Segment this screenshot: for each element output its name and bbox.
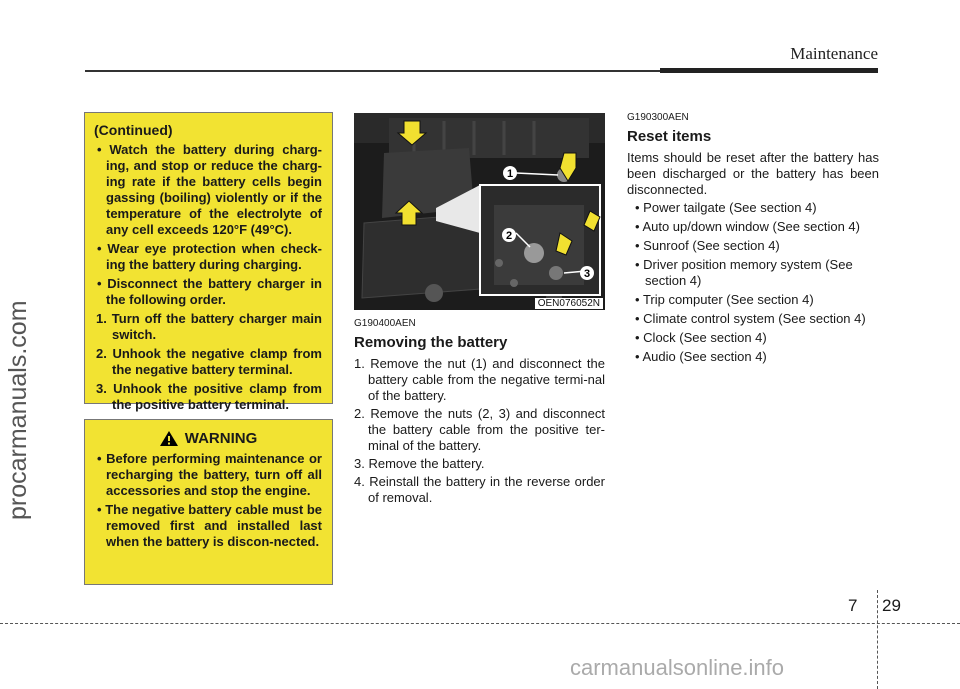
- page-number: 29: [882, 596, 901, 615]
- reset-item: • Climate control system (See section 4): [635, 311, 866, 326]
- callout-1: 1: [506, 168, 514, 180]
- reset-section: [627, 110, 879, 368]
- removing-step: 2. Remove the nuts (2, 3) and disconnect the battery cable from the positive ter-minal of the battery.: [354, 406, 605, 453]
- continued-title: (Continued): [94, 122, 173, 138]
- header-rule-accent: [660, 68, 878, 73]
- reset-title: Reset items: [627, 128, 712, 145]
- photo-caption: OEN076052N: [535, 298, 603, 309]
- removing-title: Removing the battery: [354, 334, 508, 351]
- section-title: Maintenance: [790, 44, 878, 63]
- warning-triangle-icon: [159, 430, 179, 447]
- warning-bullet: • The negative battery cable must be removed first and installed last when the battery is discon-nected.: [97, 502, 322, 549]
- bottom-watermark: carmanualsonline.info: [570, 655, 785, 680]
- reset-item: • Power tailgate (See section 4): [635, 200, 817, 215]
- continued-step: 3. Unhook the positive clamp from the positive battery terminal.: [96, 381, 322, 412]
- side-watermark: procarmanuals.com: [4, 300, 32, 520]
- continued-bullet: • Wear eye protection when check-ing the battery during charging.: [97, 241, 322, 272]
- chapter-number: 7: [848, 596, 858, 615]
- footer-rule: [0, 623, 960, 624]
- continued-bullet: • Watch the battery during charg-ing, and stop or reduce the charg-ing rate if the battery cells begin gassing (boiling) violently or if the temperature of the electrolyte of any cell exceeds 120°F (49°C).: [97, 142, 322, 237]
- warning-bullet: • Before performing maintenance or recharging the battery, turn off all accessories and stop the engine.: [97, 451, 322, 498]
- continued-caution-box: [84, 112, 333, 412]
- reset-item: • Auto up/down window (See section 4): [635, 219, 860, 234]
- removing-step: 3. Remove the battery.: [354, 456, 485, 471]
- reset-item: • Clock (See section 4): [635, 330, 767, 345]
- removing-step: 1. Remove the nut (1) and disconnect the battery cable from the negative termi-nal of the battery.: [354, 356, 605, 403]
- reset-item: • Trip computer (See section 4): [635, 292, 814, 307]
- footer-divider: [877, 590, 878, 689]
- battery-illustration: [354, 113, 605, 310]
- callout-2: 2: [505, 230, 513, 242]
- section-code: G190400AEN: [354, 318, 416, 329]
- warning-header: [94, 430, 322, 447]
- continued-step: 2. Unhook the negative clamp from the negative battery terminal.: [96, 346, 322, 377]
- warning-box: [84, 419, 333, 585]
- reset-item: • Audio (See section 4): [635, 349, 767, 364]
- section-code: G190300AEN: [627, 112, 689, 123]
- removing-section: [354, 316, 605, 508]
- reset-item: • Sunroof (See section 4): [635, 238, 780, 253]
- continued-step: 1. Turn off the battery charger main switch.: [96, 311, 322, 342]
- battery-photo: [354, 113, 605, 310]
- removing-step: 4. Reinstall the battery in the reverse order of removal.: [354, 474, 605, 505]
- reset-item: • Driver position memory system (See section 4): [635, 257, 853, 288]
- reset-intro: Items should be reset after the battery has been discharged or the battery has been disconnected.: [627, 150, 879, 197]
- callout-3: 3: [583, 268, 591, 280]
- header-rule: [85, 70, 660, 72]
- continued-bullet: • Disconnect the battery charger in the following order.: [97, 276, 322, 307]
- warning-title: WARNING: [184, 429, 258, 447]
